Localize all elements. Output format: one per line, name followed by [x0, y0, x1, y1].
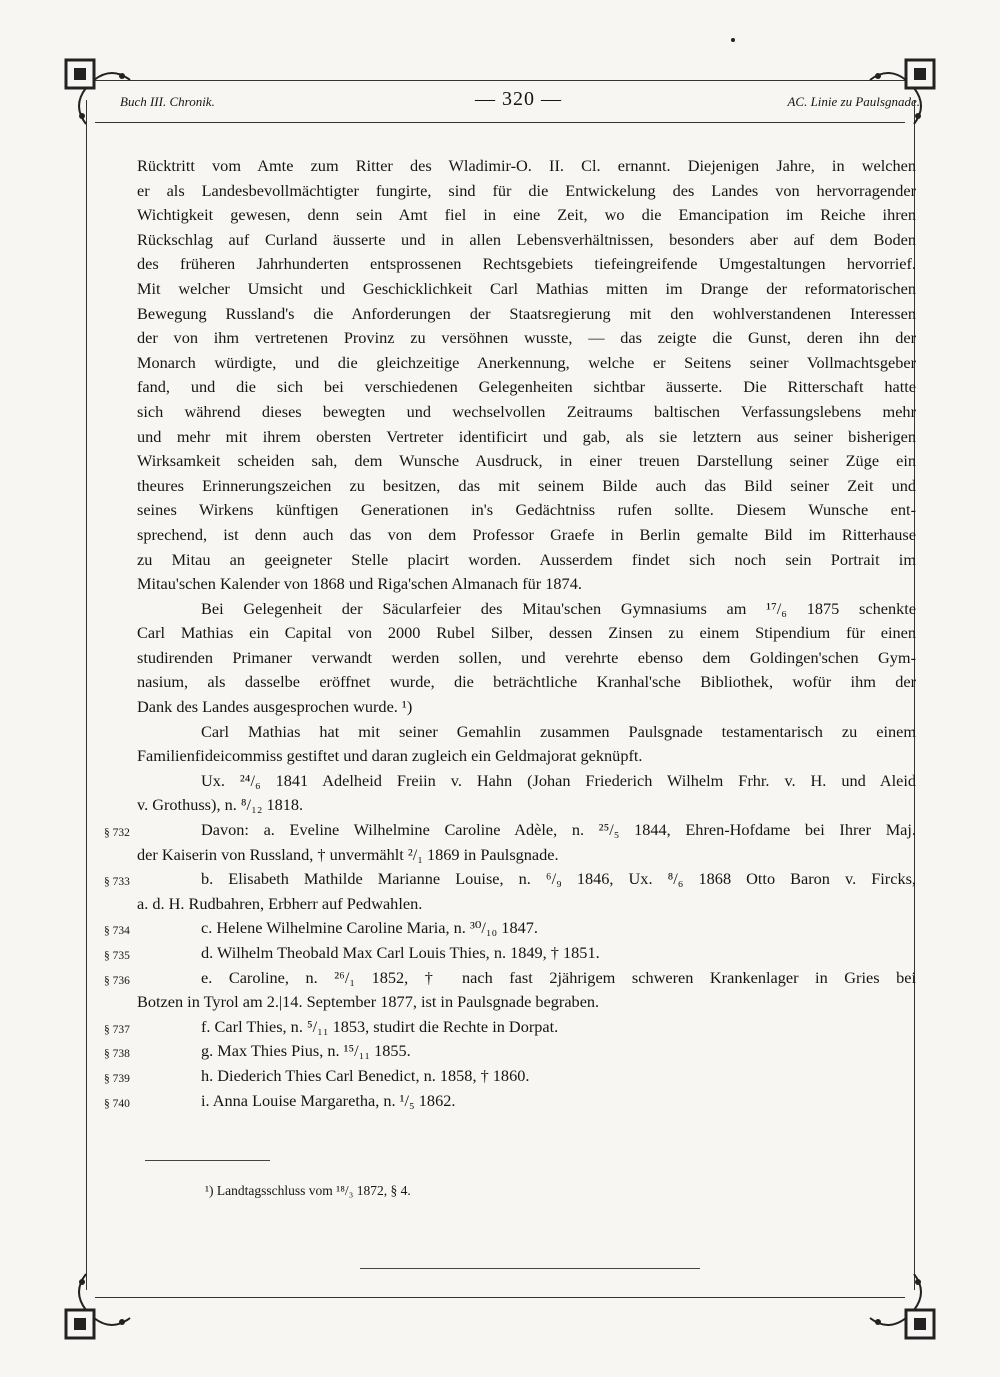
page-number: — 320 —	[475, 88, 562, 110]
text-line: theures Erinnerungszeichen zu besitzen, das mit seinem Bilde auch das Bild seiner Zeit und	[137, 475, 916, 495]
text-line: g. Max Thies Pius, n. ¹⁵/₁₁ 1855.	[201, 1041, 411, 1061]
genealogy-entry	[104, 1039, 916, 1064]
text-line: Carl Mathias ein Capital von 2000 Rubel Silber, dessen Zinsen zu einem Stipendium für einen	[137, 623, 916, 643]
text-line: und mehr mit ihrem obersten Vertreter identificirt und gab, als sie letztern aus seiner bisherigen	[137, 426, 916, 446]
genealogy-entry	[104, 941, 916, 966]
text-line: c. Helene Wilhelmine Caroline Maria, n. ³⁰/₁₀ 1847.	[201, 918, 538, 938]
end-rule	[360, 1268, 700, 1269]
running-header	[120, 88, 920, 118]
genealogy-entry	[104, 867, 916, 916]
text-line: Botzen in Tyrol am 2.|14. September 1877, ist in Paulsgnade begraben.	[137, 992, 600, 1012]
text-line: h. Diederich Thies Carl Benedict, n. 1858, † 1860.	[201, 1065, 530, 1085]
paragraph	[137, 720, 916, 769]
genealogy-entry	[104, 916, 916, 941]
text-line: Wichtigkeit gewesen, denn sein Amt fiel in eine Zeit, wo die Emancipation im Reiche ihren	[137, 205, 916, 225]
genealogy-entry	[104, 818, 916, 867]
footnote-rule	[145, 1160, 270, 1161]
text-line: Mitau'schen Kalender von 1868 und Riga'schen Almanach für 1874.	[137, 574, 582, 594]
section-number: § 740	[104, 1097, 130, 1110]
section-number: § 736	[104, 974, 130, 987]
text-line: des früheren Jahrhunderten entsprossenen Rechtsgebiets tiefeingreifende Umgestaltungen hervorrief.	[137, 254, 916, 274]
header-left: Buch III. Chronik.	[120, 94, 215, 109]
ink-speck	[731, 38, 735, 42]
genealogy-entry	[104, 1064, 916, 1089]
frame-bottom-border	[95, 1297, 905, 1298]
text-line: Dank des Landes ausgesprochen wurde. ¹)	[137, 697, 413, 717]
genealogy-entry	[104, 1015, 916, 1040]
section-number: § 737	[104, 1023, 130, 1036]
corner-ornament-icon	[858, 1262, 948, 1352]
section-number: § 732	[104, 827, 130, 840]
page-body	[104, 154, 916, 1113]
frame-left-border	[86, 100, 87, 1290]
section-number: § 739	[104, 1072, 130, 1085]
text-line: der Kaiserin von Russland, † unvermählt ²/₁ 1869 in Paulsgnade.	[137, 844, 559, 864]
text-line: nasium, als dasselbe eröffnet wurde, die beträchtliche Kranhal'sche Bibliothek, wofür ihm der	[137, 672, 916, 692]
text-line: Monarch würdigte, und die gleichzeitige Anerkennung, welche er Seitens seiner Vollmachtsgeber	[137, 352, 916, 372]
header-right: AC. Linie zu Paulsgnade.	[787, 94, 920, 109]
section-number: § 733	[104, 876, 130, 889]
text-line: Bewegung Russland's die Anforderungen der Staatsregierung mit den wohlverstandenen Interessen	[137, 303, 916, 323]
corner-ornament-icon	[52, 1262, 142, 1352]
text-line: Bei Gelegenheit der Säcularfeier des Mitau'schen Gymnasiums am ¹⁷/₆ 1875 schenkte	[201, 598, 916, 618]
header-rule	[95, 122, 905, 123]
text-line: sprechend, ist denn auch das von dem Professor Graefe in Berlin gemalte Bild im Ritterhause	[137, 524, 916, 544]
paragraph	[137, 597, 916, 720]
text-line: der von ihm vertretenen Provinz zu versöhnen wusste, — das zeigte die Gunst, deren ihn der	[137, 328, 916, 348]
section-number: § 734	[104, 925, 130, 938]
text-line: a. d. H. Rudbahren, Erbherr auf Pedwahlen.	[137, 893, 423, 913]
text-line: Davon: a. Eveline Wilhelmine Caroline Adèle, n. ²⁵/₅ 1844, Ehren-Hofdame bei Ihrer Maj.	[201, 820, 916, 840]
text-line: zu Mitau an geeigneter Stelle placirt worden. Ausserdem findet sich noch sein Portrait im	[137, 549, 916, 569]
text-line: seines Wirkens künftigen Generationen in's Gedächtniss rufen sollte. Diesem Wunsche ent-	[137, 500, 916, 520]
text-line: i. Anna Louise Margaretha, n. ¹/₅ 1862.	[201, 1090, 456, 1110]
text-line: Familienfideicommiss gestiftet und daran zugleich ein Geldmajorat geknüpft.	[137, 746, 643, 766]
text-line: Mit welcher Umsicht und Geschicklichkeit Carl Mathias mitten im Drange der reformatorischen	[137, 278, 916, 298]
text-line: e. Caroline, n. ²⁶/₁ 1852, † nach fast 2jährigem schweren Krankenlager in Gries bei	[201, 967, 916, 987]
footnote: ¹) Landtagsschluss vom ¹⁸/₃ 1872, § 4.	[205, 1183, 411, 1198]
text-line: d. Wilhelm Theobald Max Carl Louis Thies, n. 1849, † 1851.	[201, 943, 600, 962]
genealogy-entry	[104, 966, 916, 1015]
section-number: § 735	[104, 950, 130, 962]
text-line: Carl Mathias hat mit seiner Gemahlin zusammen Paulsgnade testamentarisch zu einem	[201, 721, 916, 741]
genealogy-entry	[104, 1089, 916, 1114]
text-line: er als Landesbevollmächtigter fungirte, sind für die Entwickelung des Landes von hervorragender	[137, 180, 916, 200]
text-line: fand, und die sich bei verschiedenen Gelegenheiten sichtbar äusserte. Die Ritterschaft hatte	[137, 377, 916, 397]
text-line: Rückschlag auf Curland äusserte und in allen Lebensverhältnissen, besonders aber auf dem Boden	[137, 229, 916, 249]
text-line: sich während dieses bewegten und wechselvollen Zeitraums baltischen Verfassungslebens mehr	[137, 401, 916, 421]
text-line: f. Carl Thies, n. ⁵/₁₁ 1853, studirt die Rechte in Dorpat.	[201, 1016, 559, 1036]
text-line: b. Elisabeth Mathilde Marianne Louise, n. ⁶/₉ 1846, Ux. ⁸/₆ 1868 Otto Baron v. Fircks,	[201, 869, 916, 889]
text-line: v. Grothuss), n. ⁸/₁₂ 1818.	[137, 795, 304, 815]
paragraph	[137, 769, 916, 818]
text-line: Ux. ²⁴/₆ 1841 Adelheid Freiin v. Hahn (Johan Friederich Wilhelm Frhr. v. H. und Aleid	[201, 770, 916, 790]
paragraph	[137, 154, 916, 597]
text-line: studirenden Primaner verwandt werden sollen, und verehrte ebenso dem Goldingen'schen Gym-	[137, 647, 916, 667]
text-line: Rücktritt vom Amte zum Ritter des Wladimir-O. II. Cl. ernannt. Diejenigen Jahre, in welchen	[137, 156, 916, 175]
section-number: § 738	[104, 1048, 130, 1061]
frame-top-border	[95, 80, 905, 81]
text-line: Wirksamkeit scheiden sah, dem Wunsche Ausdruck, in einer treuen Darstellung seiner Züge ein	[137, 451, 916, 471]
